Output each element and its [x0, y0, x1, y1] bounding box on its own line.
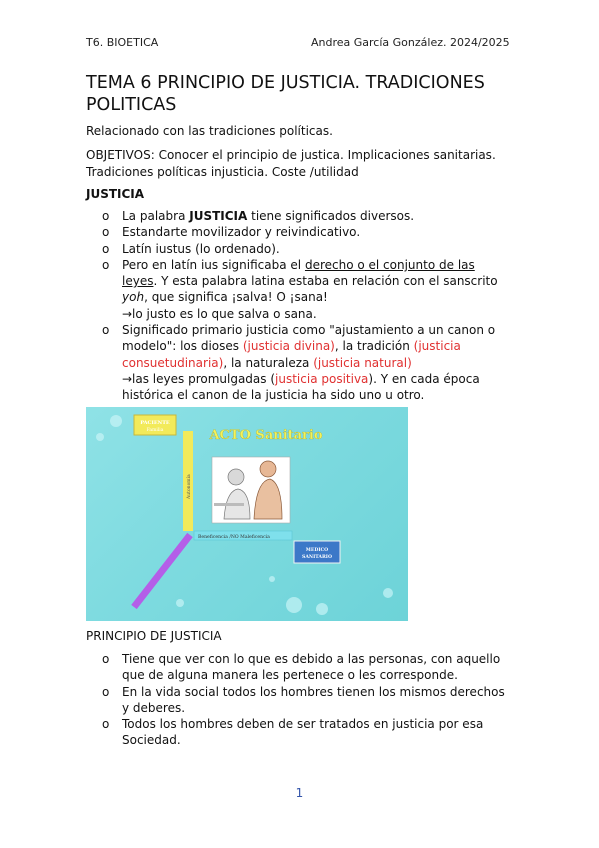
list-item: o Significado primario justicia como "ajustamiento a un canon o modelo": los dioses (justicia divina), la tradición (justicia consuetudinaria), la naturaleza (justicia natural) →las leyes promulgadas (justicia positiva). Y en cada época histórica el canon de la justicia ha sido uno u otro. [102, 323, 496, 403]
list-item: o La palabra JUSTICIA tiene significados diversos. [102, 209, 415, 223]
title-line-2: POLITICAS [86, 95, 177, 115]
paciente-label: PACIENTE [140, 420, 170, 426]
autonomia-label: Autonomía [187, 474, 192, 499]
figure-title: ACTO Sanitario [209, 428, 323, 443]
page-title [86, 72, 516, 116]
bubble-icon [110, 415, 122, 427]
bullet-icon: o [102, 257, 110, 272]
beneficencia-label: Beneficencia /NO Maleficencia [198, 535, 270, 540]
medico-label: MEDICO [305, 548, 329, 553]
bubble-icon [269, 576, 275, 582]
section-heading-principio: PRINCIPIO DE JUSTICIA [86, 629, 222, 643]
objectives-line-1: OBJETIVOS: Conocer el principio de justica. Implicaciones sanitarias. [86, 148, 496, 162]
objectives-line-2: Tradiciones políticas injusticia. Coste /utilidad [86, 164, 359, 179]
list-item: o Pero en latín ius significaba el derecho o el conjunto de las leyes. Y esta palabra latina estaba en relación con el sanscrito yoh, que significa ¡salva! O ¡sana! →lo justo es lo que salva o sana. [102, 257, 498, 321]
page-number: 1 [295, 786, 304, 800]
bullet-icon: o [102, 241, 110, 256]
familia-label: Familia [146, 428, 164, 433]
justicia-list [86, 208, 516, 404]
bullet-icon: o [102, 684, 110, 699]
figure-drawing [86, 407, 408, 621]
section-heading-justicia: JUSTICIA [86, 187, 145, 201]
bullet-icon: o [102, 652, 110, 666]
list-item: o Latín iustus (lo ordenado). [102, 241, 280, 256]
justicia-diagonal [134, 535, 190, 607]
bubble-icon [383, 588, 393, 598]
list-item: o Estandarte movilizador y reivindicativo. [102, 225, 361, 240]
bubble-icon [286, 597, 302, 613]
bubble-icon [316, 603, 328, 615]
header-left: T6. BIOETICA [86, 36, 159, 49]
title-line-1: TEMA 6 PRINCIPIO DE JUSTICIA. TRADICIONES [86, 73, 485, 93]
list-item: o Tiene que ver con lo que es debido a las personas, con aquello que de alguna manera les pertenece o les corresponde. [102, 652, 501, 683]
sanitario-label: SANITARIO [302, 555, 332, 560]
objectives [86, 147, 516, 180]
bubble-icon [176, 599, 184, 607]
header-right: Andrea García González. 2024/2025 [311, 36, 510, 49]
bullet-icon: o [102, 717, 110, 732]
intro-text: Relacionado con las tradiciones políticas. [86, 124, 333, 138]
bold-term: JUSTICIA [189, 209, 248, 223]
bullet-icon: o [102, 225, 110, 240]
bubble-icon [96, 433, 104, 441]
acto-sanitario-figure [86, 407, 408, 621]
list-item: o Todos los hombres deben de ser tratados en justicia por esa Sociedad. [102, 717, 484, 748]
list-item: o En la vida social todos los hombres tienen los mismos derechos y deberes. [102, 684, 505, 715]
principio-list [86, 651, 516, 749]
bullet-icon: o [102, 323, 110, 338]
bullet-icon: o [102, 209, 110, 223]
